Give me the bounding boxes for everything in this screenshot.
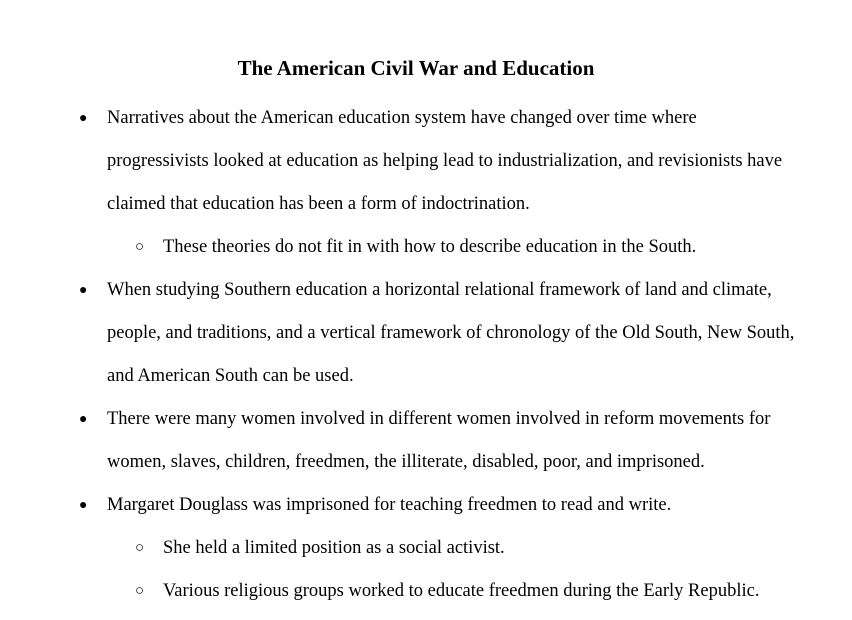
hollow-bullet-icon: ○ <box>135 540 145 556</box>
list-item-text: Margaret Douglass was imprisoned for teaching freedmen to read and write. <box>107 495 672 515</box>
list-item <box>0 484 852 527</box>
bullet-icon: ● <box>79 412 88 427</box>
list-item <box>0 398 852 484</box>
list-item-text: Various religious groups worked to educate freedmen during the Early Republic. <box>163 581 760 601</box>
list-item <box>0 97 852 226</box>
sub-list-item <box>0 527 852 570</box>
list-item-text: She held a limited position as a social activist. <box>163 538 505 558</box>
list-item-text: Narratives about the American education system have changed over time where progressivists looked at education as helping lead to industrialization, and revisionists have claimed that education has been a form of indoctrination. <box>107 108 783 214</box>
bullet-icon: ● <box>79 111 88 126</box>
bullet-icon: ● <box>79 283 88 298</box>
document-title: The American Civil War and Education <box>237 56 595 80</box>
sub-list-item <box>0 570 852 613</box>
hollow-bullet-icon: ○ <box>135 583 145 599</box>
list-item-text: There were many women involved in different women involved in reform movements for women, slaves, children, freedmen, the illiterate, disabled, poor, and imprisoned. <box>107 409 771 472</box>
list-item-text: These theories do not fit in with how to describe education in the South. <box>163 237 697 257</box>
bullet-list <box>0 97 852 613</box>
list-item <box>0 269 852 398</box>
bullet-icon: ● <box>79 498 88 513</box>
list-item-text: When studying Southern education a horizontal relational framework of land and climate, people, and traditions, and a vertical framework of chronology of the Old South, New South, and American South can be used. <box>107 280 795 386</box>
sub-list-item <box>0 226 852 269</box>
hollow-bullet-icon: ○ <box>135 239 145 255</box>
